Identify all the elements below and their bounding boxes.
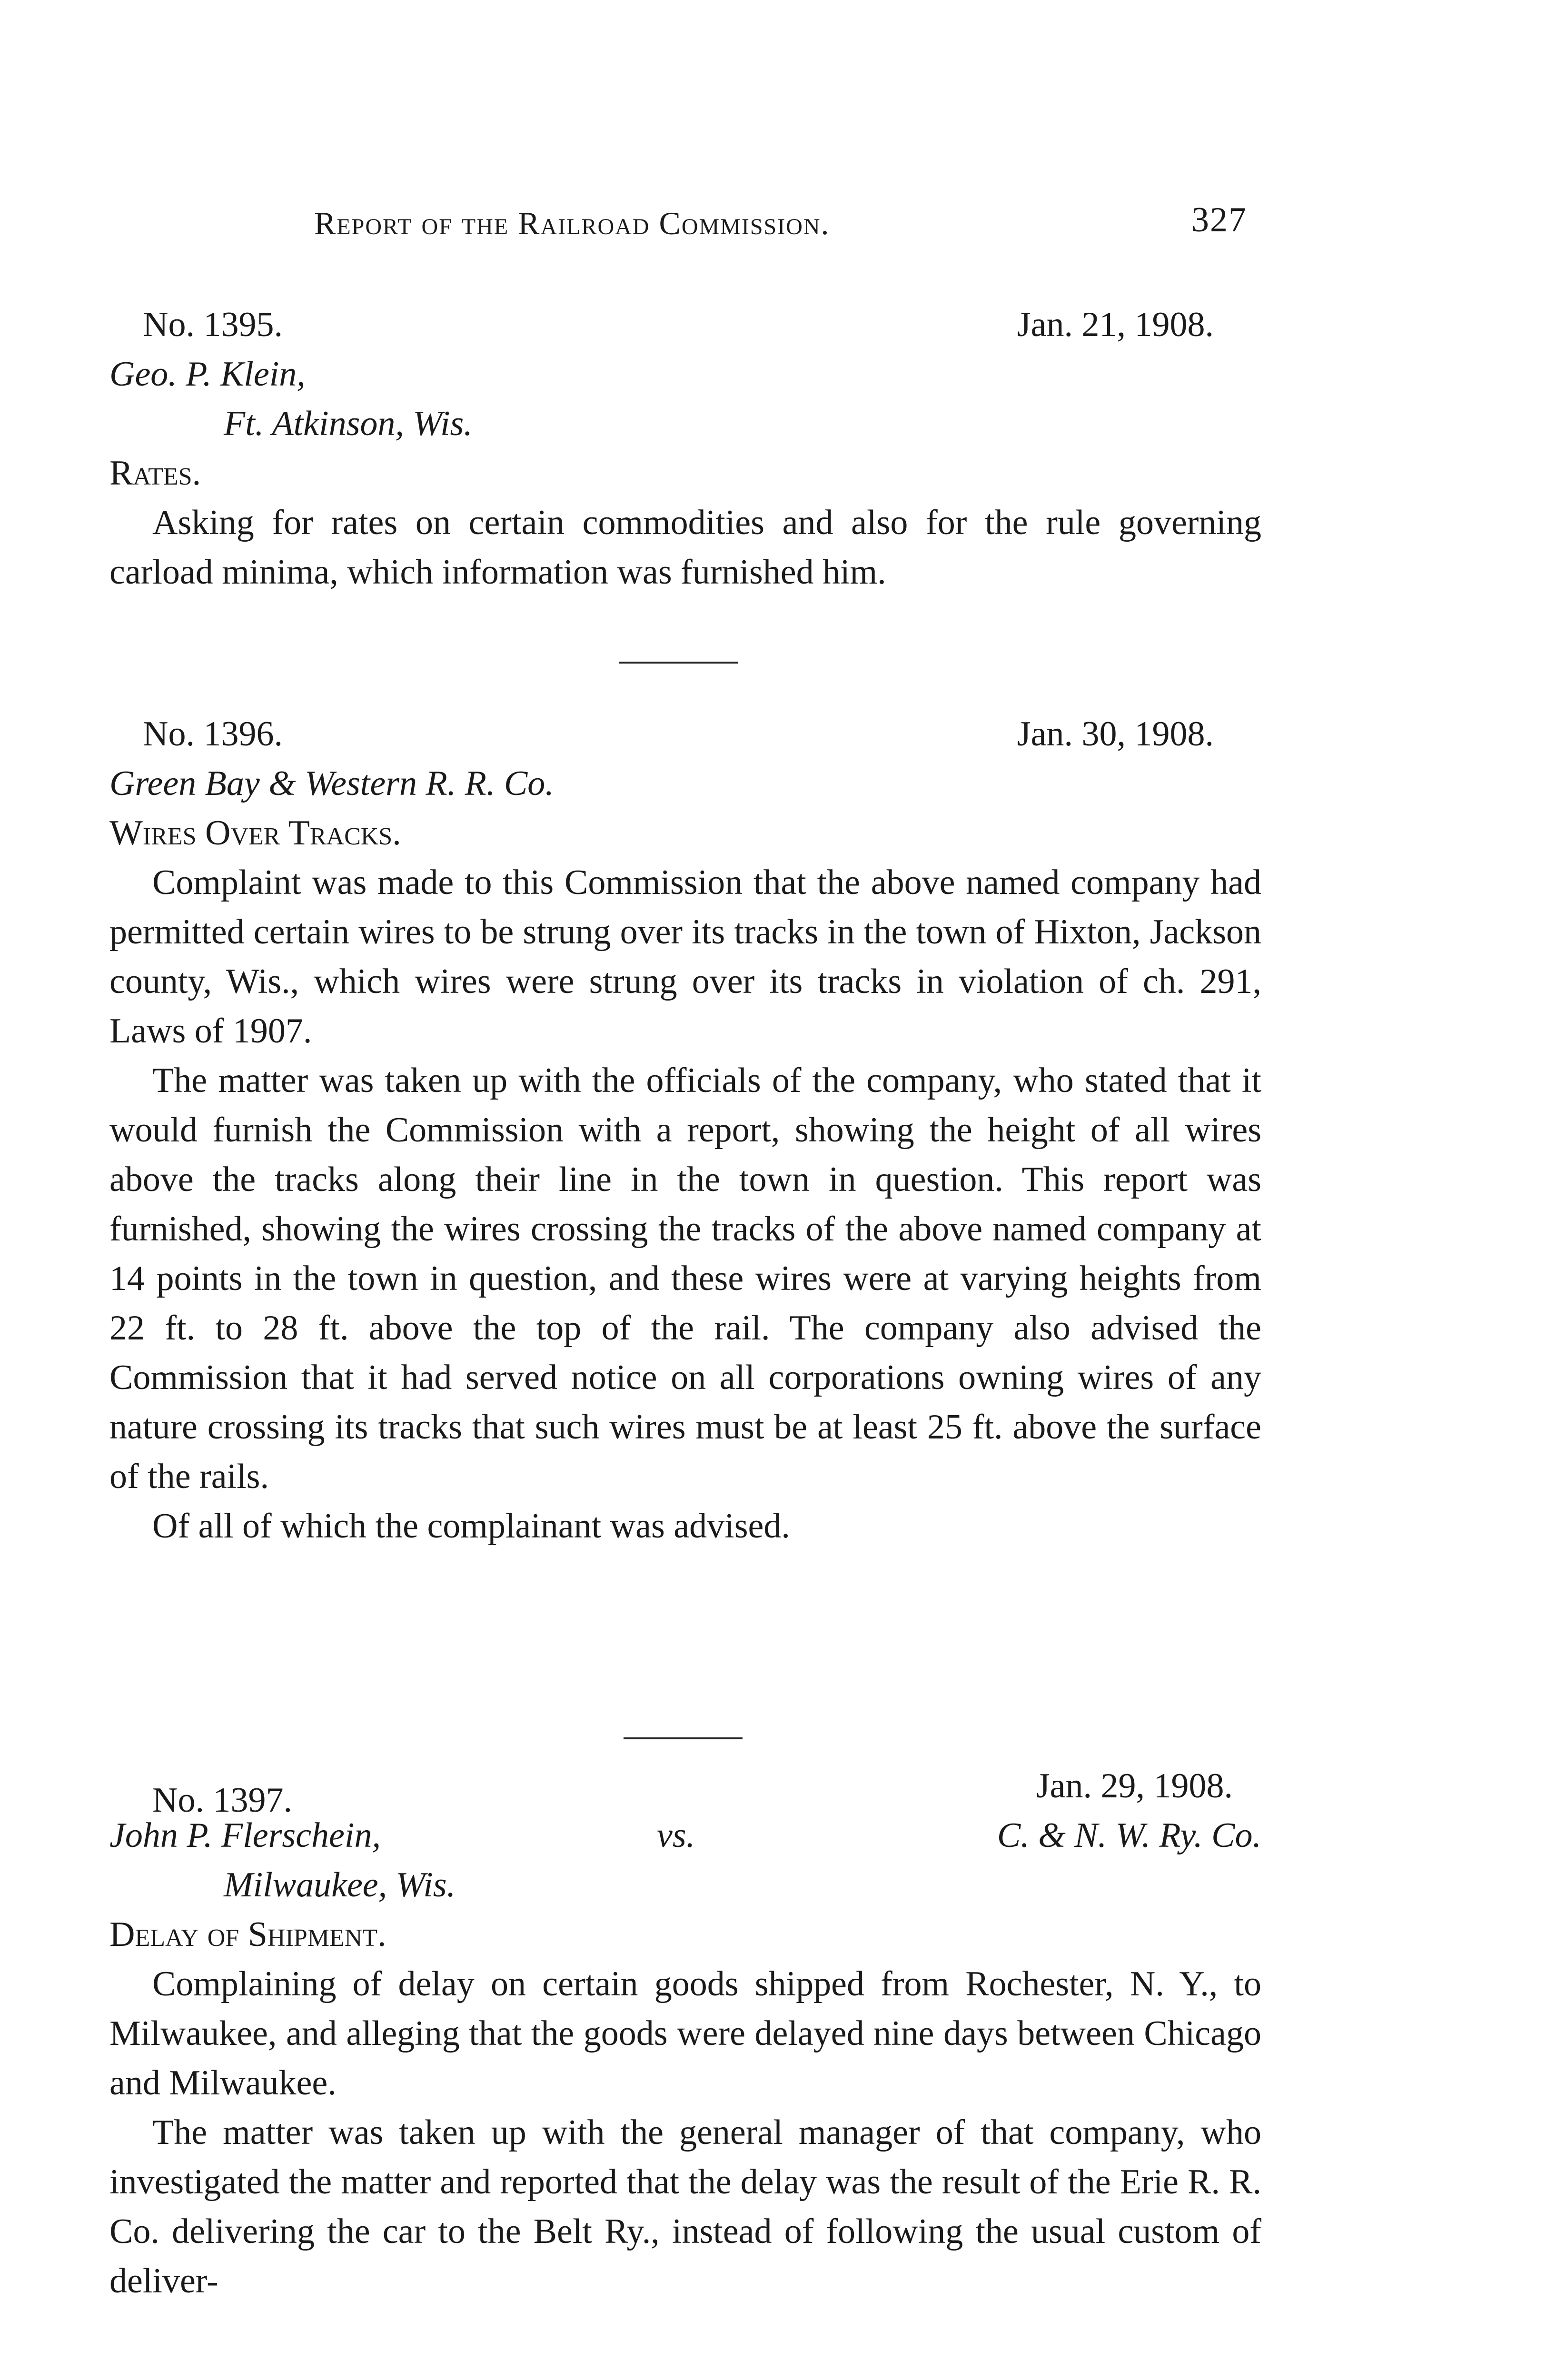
entry-number: No. 1395. xyxy=(143,305,283,344)
section-divider xyxy=(624,1737,743,1739)
party-location: Milwaukee, Wis. xyxy=(224,1865,456,1904)
subject-heading: Rates. xyxy=(109,454,201,493)
entry-date: Jan. 21, 1908. xyxy=(1017,305,1214,344)
party-name: Geo. P. Klein, xyxy=(109,355,306,394)
section-divider xyxy=(619,662,738,664)
entry-paragraph: Of all of which the complainant was advised. xyxy=(152,1507,790,1546)
subject-heading: Wires Over Tracks. xyxy=(109,813,401,853)
entry-paragraph: The matter was taken up with the officials of the company, who stated that it would furnish the Commission with a report, showing the height of all wires above the tracks along their line in the town in question. This report was furnished, showing the wires crossing the tracks of the above named company at 14 points in the town in question, and these wires were at varying heights from 22 ft. to 28 ft. above the top of the rail. The company also advised the Commission that it had served notice on all corporations owning wires of any nature crossing its tracks that such wires must be at least 25 ft. above the surface of the rails. xyxy=(109,1061,1261,1496)
page-number: 327 xyxy=(1191,200,1247,239)
entry-heading xyxy=(109,1761,1261,1820)
entry-1395 xyxy=(109,300,1261,597)
party-location: Ft. Atkinson, Wis. xyxy=(224,404,473,443)
entry-paragraph: Complaint was made to this Commission that the above named company had permitted certain wires to be strung over its tracks in the town of Hixton, Jackson county, Wis., which wires were strung over its tracks in violation of ch. 291, Laws of 1907. xyxy=(109,863,1261,1051)
party-name: Green Bay & Western R. R. Co. xyxy=(109,764,554,803)
entry-heading xyxy=(109,709,1261,759)
header-title: Report of the Railroad Commission. xyxy=(314,205,830,241)
versus-label: vs. xyxy=(657,1816,695,1855)
party-name: John P. Flerschein, xyxy=(109,1816,381,1855)
respondent-name: C. & N. W. Ry. Co. xyxy=(997,1816,1261,1855)
subject-heading: Delay of Shipment. xyxy=(109,1915,386,1954)
entry-1396 xyxy=(109,709,1261,1551)
entry-date: Jan. 29, 1908. xyxy=(1036,1766,1233,1805)
running-header xyxy=(314,200,1276,252)
entry-paragraph: Complaining of delay on certain goods shipped from Rochester, N. Y., to Milwaukee, and alleging that the goods were delayed nine days between Chicago and Milwaukee. xyxy=(109,1964,1261,2102)
entry-1397 xyxy=(109,1761,1261,2306)
entry-number: No. 1397. xyxy=(152,1781,292,1820)
entry-paragraph: The matter was taken up with the general manager of that company, who investigated the matter and reported that the delay was the result of the Erie R. R. Co. delivering the car to the Belt Ry., instead of following the usual custom of deliver- xyxy=(109,2113,1261,2301)
entry-paragraph: Asking for rates on certain commodities and also for the rule governing carload minima, which information was furnished him. xyxy=(109,503,1261,592)
entry-date: Jan. 30, 1908. xyxy=(1017,714,1214,754)
parties-line xyxy=(109,1811,1261,1860)
entry-heading xyxy=(109,300,1261,349)
entry-number: No. 1396. xyxy=(143,714,283,754)
